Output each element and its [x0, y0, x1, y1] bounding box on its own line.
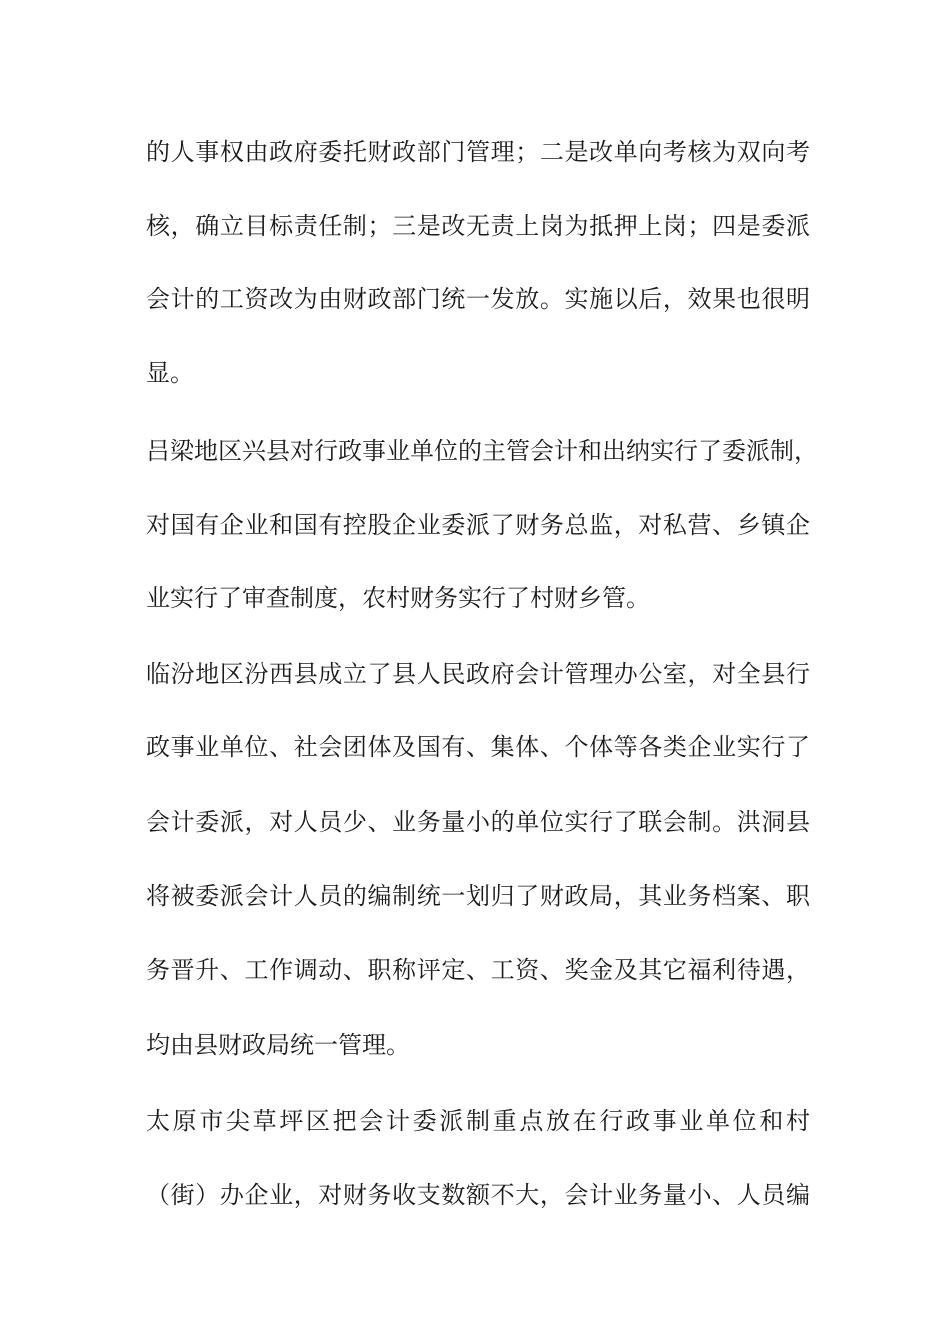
paragraph-3-line-3: 会计委派，对人员少、业务量小的单位实行了联会制。洪洞县 [146, 808, 810, 836]
paragraph-1-line-2: 核，确立目标责任制；三是改无责上岗为抵押上岗；四是委派 [146, 212, 810, 240]
paragraph-1-line-3: 会计的工资改为由财政部门统一发放。实施以后，效果也很明 [146, 285, 810, 313]
paragraph-3-line-5: 务晋升、工作调动、职称评定、工资、奖金及其它福利待遇， [146, 956, 810, 984]
paragraph-2-line-2: 对国有企业和国有控股企业委派了财务总监，对私营、乡镇企 [146, 511, 810, 539]
paragraph-3-line-6: 均由县财政局统一管理。 [146, 1031, 410, 1059]
paragraph-1-line-4: 显。 [146, 359, 194, 387]
paragraph-2-line-3: 业实行了审查制度，农村财务实行了村财乡管。 [146, 584, 650, 612]
paragraph-4-line-1: 太原市尖草坪区把会计委派制重点放在行政事业单位和村 [146, 1107, 810, 1135]
paragraph-1-line-1: 的人事权由政府委托财政部门管理；二是改单向考核为双向考 [146, 138, 810, 166]
paragraph-3-line-1: 临汾地区汾西县成立了县人民政府会计管理办公室，对全县行 [146, 660, 810, 688]
paragraph-4-line-2: （街）办企业，对财务收支数额不大，会计业务量小、人员编 [146, 1181, 810, 1209]
paragraph-3-line-4: 将被委派会计人员的编制统一划归了财政局，其业务档案、职 [146, 882, 810, 910]
paragraph-3-line-2: 政事业单位、社会团体及国有、集体、个体等各类企业实行了 [146, 733, 810, 761]
paragraph-2-line-1: 吕梁地区兴县对行政事业单位的主管会计和出纳实行了委派制， [146, 437, 818, 465]
